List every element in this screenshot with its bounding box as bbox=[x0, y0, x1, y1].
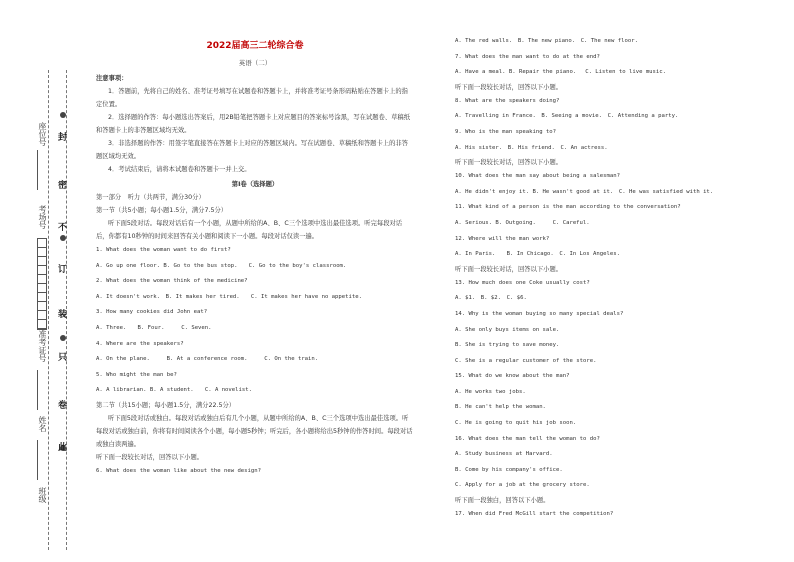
seal-char: 只 bbox=[58, 353, 68, 363]
seal-char: 订 bbox=[58, 265, 68, 275]
question-options: A. The red walls. B. The new piano. C. The new floor. bbox=[455, 38, 638, 44]
passage-instruction: 听下面一段较长对话，回答以下小题。 bbox=[455, 159, 563, 167]
question: 5. Who might the man be? bbox=[96, 371, 177, 378]
option: B. He can't help the woman. bbox=[455, 404, 546, 411]
question: 10. What does the man say about being a salesman? bbox=[455, 173, 621, 180]
option: C. She is a regular customer of the store. bbox=[455, 357, 597, 364]
passage-instruction: 听下面一段较长对话，回答以下小题。 bbox=[96, 453, 204, 461]
question-options: A. Travelling in France. B. Seeing a movie. C. Attending a party. bbox=[455, 113, 679, 120]
notice-item: 1．答题前，先将自己的姓名、准考证号填写在试题卷和答题卡上，并将准考证号条形码粘贴在答题卡上的指定位置。 bbox=[96, 88, 408, 108]
question: 12. Where will the man work? bbox=[455, 235, 550, 242]
binding-dot bbox=[60, 335, 66, 341]
question: 4. Where are the speakers? bbox=[96, 340, 184, 347]
question: 17. When did Fred McGill start the competition? bbox=[455, 511, 614, 518]
option: B. She is trying to save money. bbox=[455, 342, 560, 349]
question-options: A. Have a meal. B. Repair the piano. C. Listen to live music. bbox=[455, 69, 667, 76]
question: 1. What does the woman want to do first? bbox=[96, 247, 231, 253]
binding-dot bbox=[60, 235, 66, 241]
seal-char: 封 bbox=[58, 133, 68, 143]
question: 7. What does the man want to do at the end? bbox=[455, 53, 600, 60]
passage-instruction: 听下面一段较长对话，回答以下小题。 bbox=[455, 83, 563, 91]
binding-margin bbox=[0, 0, 95, 562]
notice-item: 4．考试结束后，请将本试题卷和答题卡一并上交。 bbox=[108, 166, 251, 173]
option: B. Come by his company's office. bbox=[455, 466, 563, 473]
seal-char: 此 bbox=[58, 443, 68, 453]
section-instructions: 听下面5段对话。每段对话后有一个小题，从题中所给的A、B、C三个选项中选出最佳选项。听完每段对话后，你都有10秒钟的时间来回答有关小题和阅读下一小题。每段对话仅读一遍。 bbox=[96, 220, 403, 240]
section-heading: 第二节（共15小题；每小题1.5分，满分22.5分） bbox=[96, 401, 236, 409]
part-heading: 第一部分 听力（共两节，满分30分） bbox=[96, 194, 205, 201]
question-options: A. Serious. B. Outgoing. C. Careful. bbox=[455, 219, 590, 226]
exam-number-boxes[interactable] bbox=[37, 238, 47, 330]
question-options: A. It doesn't work. B. It makes her tired. C. It makes her have no appetite. bbox=[96, 293, 362, 300]
option: C. He is going to quit his job soon. bbox=[455, 420, 577, 427]
passage-instruction: 听下面一段独白，回答以下小题。 bbox=[455, 497, 550, 505]
seal-char: 不 bbox=[58, 223, 68, 233]
question: 16. What does the man tell the woman to do? bbox=[455, 435, 600, 442]
seal-line-inner bbox=[48, 70, 49, 550]
question: 2. What does the woman think of the medicine? bbox=[96, 278, 248, 285]
option: A. Study business at Harvard. bbox=[455, 451, 553, 458]
section-instructions: 听下面5段对话或独白。每段对话或独白后有几个小题，从题中所给的A、B、C三个选项中选出最佳选项。听每段对话或独白前，你将有时间阅读各个小题，每小题5秒钟；听完后，各小题将给出5秒钟的作答时间。每段对话或独白读两遍。 bbox=[96, 414, 413, 448]
notice-item: 3．非选择题的作答：用签字笔直接答在答题卡上对应的答题区域内。写在试题卷、草稿纸和答题卡上的非答题区域均无效。 bbox=[96, 140, 408, 160]
question: 8. What are the speakers doing? bbox=[455, 97, 560, 104]
field-exam-room: 考场号 bbox=[38, 205, 47, 229]
question: 6. What does the woman like about the new design? bbox=[96, 467, 262, 474]
question-options: A. He didn't enjoy it. B. He wasn't good at it. C. He was satisfied with it. bbox=[455, 188, 714, 195]
question: 11. What kind of a person is the man according to the conversation? bbox=[455, 204, 681, 211]
question-options: A. Go up one floor. B. Go to the bus stop. C. Go to the boy's classroom. bbox=[96, 262, 347, 269]
field-seat-number: 座位号 bbox=[38, 122, 47, 146]
notice-item: 2．选择题的作答：每小题选出答案后，用2B铅笔把答题卡上对应题目的答案标号涂黑，写在试题卷、草稿纸和答题卡上的非答题区域均无效。 bbox=[96, 114, 410, 134]
question: 13. How much does one Coke usually cost? bbox=[455, 279, 590, 286]
question-options: A. $1. B. $2. C. $6. bbox=[455, 295, 527, 302]
volume-heading: 第Ⅰ卷（选择题） bbox=[231, 181, 279, 188]
binding-dot bbox=[60, 112, 66, 118]
field-ticket-number: 准考证号 bbox=[38, 330, 47, 362]
question-options: A. His sister. B. His friend. C. An actress. bbox=[455, 144, 608, 151]
seal-char: 装 bbox=[58, 310, 68, 320]
question: 3. How many cookies did John eat? bbox=[96, 309, 208, 316]
exam-title: 2022届高三二轮综合卷 bbox=[206, 41, 304, 51]
notice-heading: 注意事项： bbox=[96, 75, 128, 82]
field-class: 班级 bbox=[38, 487, 47, 503]
question: 9. Who is the man speaking to? bbox=[455, 128, 557, 135]
question: 14. Why is the woman buying so many special deals? bbox=[455, 310, 624, 317]
field-name: 姓名 bbox=[38, 416, 47, 432]
option: A. He works two jobs. bbox=[455, 388, 526, 395]
question-options: A. Three. B. Four. C. Seven. bbox=[96, 324, 212, 331]
question-options: A. In Paris. B. In Chicago. C. In Los Angeles. bbox=[455, 251, 620, 258]
option: A. She only buys items on sale. bbox=[455, 326, 560, 333]
option: C. Apply for a job at the grocery store. bbox=[455, 482, 590, 489]
question: 15. What do we know about the man? bbox=[455, 373, 570, 380]
question-options: A. A librarian. B. A student. C. A novelist. bbox=[96, 387, 252, 394]
seal-char: 密 bbox=[58, 181, 68, 191]
passage-instruction: 听下面一段较长对话，回答以下小题。 bbox=[455, 265, 563, 273]
left-column bbox=[96, 34, 414, 480]
right-column bbox=[455, 34, 775, 523]
question-options: A. On the plane. B. At a conference room. C. On the train. bbox=[96, 356, 319, 363]
seal-char: 卷 bbox=[58, 401, 68, 411]
section-heading: 第一节（共5小题；每小题1.5分，满分7.5分） bbox=[96, 207, 228, 214]
exam-subject: 英语（二） bbox=[238, 59, 272, 67]
